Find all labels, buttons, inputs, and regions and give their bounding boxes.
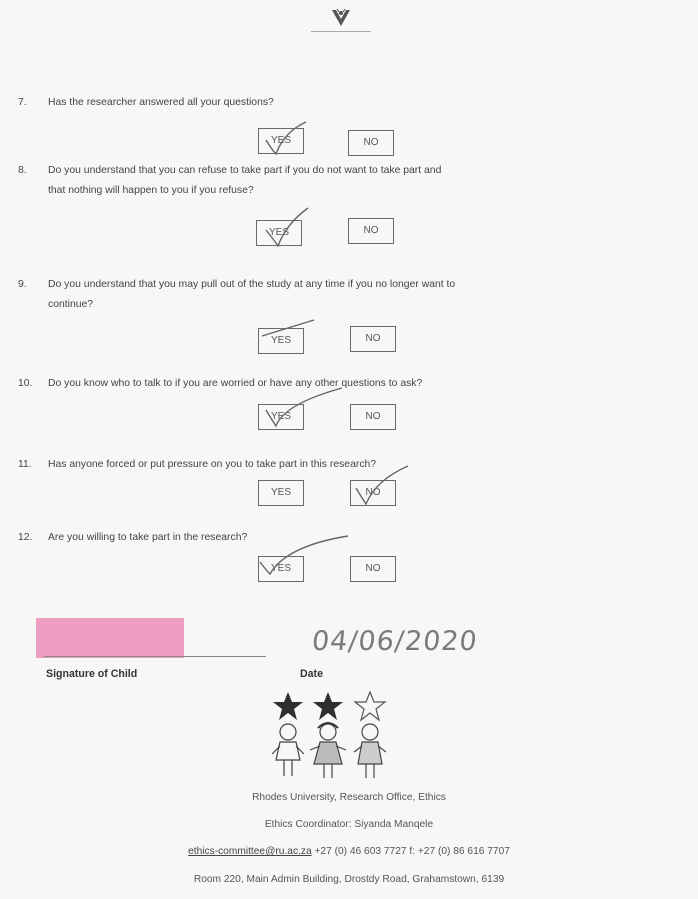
ethics-email-link[interactable]: ethics-committee@ru.ac.za: [188, 846, 312, 857]
q11-no-checkbox[interactable]: NO: [350, 480, 396, 506]
question-text: Has anyone forced or put pressure on you to take part in this research?: [48, 459, 377, 470]
footer-line-1: Rhodes University, Research Office, Ethics: [252, 792, 446, 803]
question-text: Has the researcher answered all your questions?: [48, 97, 274, 108]
crest-icon: [328, 8, 354, 28]
date-label: Date: [300, 668, 323, 680]
signature-label: Signature of Child: [46, 668, 138, 680]
q9-no-checkbox[interactable]: NO: [350, 326, 396, 352]
star-icon: [355, 692, 385, 720]
question-11: [14, 455, 674, 475]
signature-line: [44, 656, 266, 657]
question-text: Do you understand that you can refuse to take part if you do not want to take part and: [48, 165, 442, 176]
q10-yes-checkbox[interactable]: YES: [258, 404, 304, 430]
q12-yes-checkbox[interactable]: YES: [258, 556, 304, 582]
star-icon: [313, 692, 343, 720]
question-number: 11.: [18, 459, 32, 470]
handwritten-date: 04/06/2020: [310, 626, 480, 657]
children-stars-illustration: [266, 690, 396, 782]
question-text: Are you willing to take part in the research?: [48, 532, 248, 543]
question-text: Do you know who to talk to if you are worried or have any other questions to ask?: [48, 378, 423, 389]
question-number: 10.: [18, 378, 33, 389]
q7-yes-checkbox[interactable]: YES: [258, 128, 304, 154]
question-7: [14, 93, 674, 113]
footer-address: Room 220, Main Admin Building, Drostdy Road, Grahamstown, 6139: [193, 874, 505, 885]
footer-line-2: Ethics Coordinator: Siyanda Manqele: [264, 819, 434, 830]
q12-no-checkbox[interactable]: NO: [350, 556, 396, 582]
redacted-signature: [36, 618, 184, 658]
question-8: [14, 161, 674, 201]
question-number: 9.: [18, 279, 27, 290]
star-icon: [273, 692, 303, 720]
q8-no-checkbox[interactable]: NO: [348, 218, 394, 244]
footer-contact-line: [0, 846, 698, 857]
question-12: [14, 528, 674, 548]
question-9: [14, 275, 674, 315]
question-text-continued: that nothing will happen to you if you refuse?: [48, 185, 254, 196]
q10-no-checkbox[interactable]: NO: [350, 404, 396, 430]
q11-yes-checkbox[interactable]: YES: [258, 480, 304, 506]
q9-yes-checkbox[interactable]: YES: [258, 328, 304, 354]
question-text-continued: continue?: [48, 299, 94, 310]
question-number: 7.: [18, 97, 27, 108]
question-number: 12.: [18, 532, 33, 543]
question-text: Do you understand that you may pull out of the study at any time if you no longer want to: [48, 279, 456, 290]
question-10: [14, 374, 674, 394]
q7-no-checkbox[interactable]: NO: [348, 130, 394, 156]
q8-yes-checkbox[interactable]: YES: [256, 220, 302, 246]
question-number: 8.: [18, 165, 27, 176]
phone-numbers: +27 (0) 46 603 7727 f: +27 (0) 86 616 7707: [311, 846, 510, 857]
university-logo: [296, 8, 386, 32]
